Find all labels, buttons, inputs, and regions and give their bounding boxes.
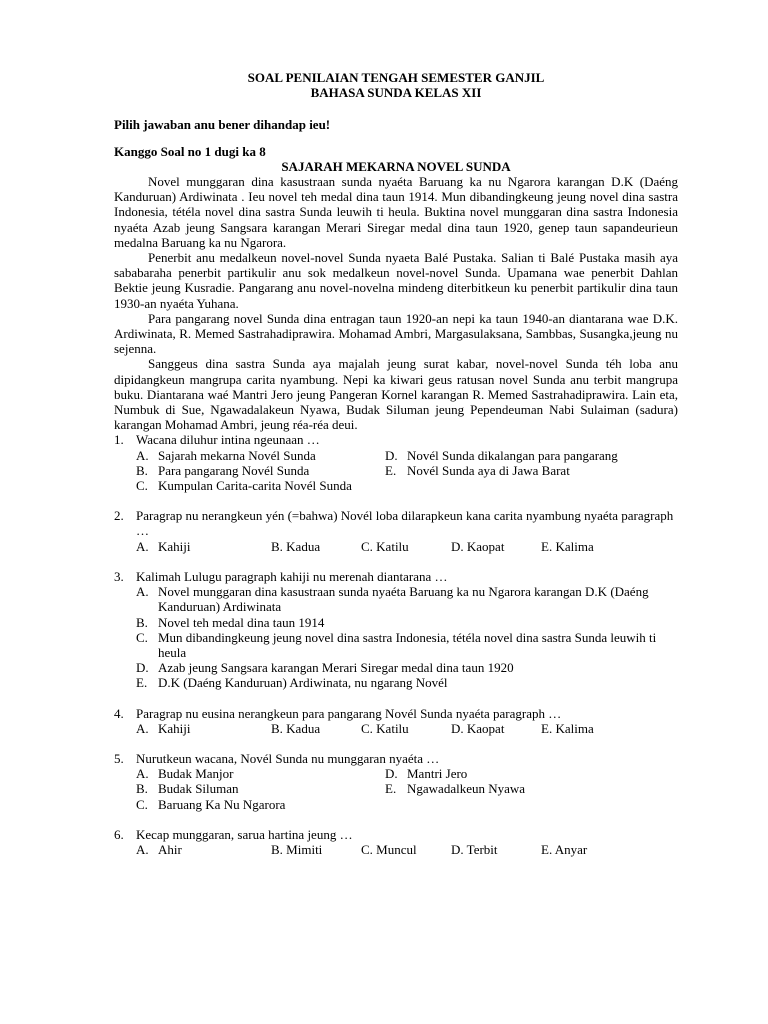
- option-letter: A.: [136, 841, 149, 857]
- option-letter: E.: [385, 781, 397, 797]
- options: [136, 448, 678, 494]
- option-letter: A.: [136, 447, 149, 463]
- option-letter: E.: [541, 841, 553, 857]
- option-e[interactable]: [385, 781, 525, 796]
- option-c[interactable]: [136, 478, 385, 493]
- question-6: [114, 827, 678, 857]
- option-letter: B.: [271, 538, 283, 554]
- option-letter: B.: [136, 614, 148, 630]
- option-text: Budak Manjor: [158, 766, 234, 782]
- reading-title: SAJARAH MEKARNA NOVEL SUNDA: [281, 158, 511, 174]
- option-a[interactable]: [136, 721, 271, 736]
- option-a[interactable]: [136, 584, 678, 614]
- question-number: 5.: [114, 750, 124, 766]
- option-c[interactable]: [136, 797, 385, 812]
- option-letter: E.: [385, 462, 397, 478]
- option-d[interactable]: [451, 539, 541, 554]
- option-b[interactable]: [271, 842, 361, 857]
- exam-page: [114, 70, 678, 857]
- option-text: Novel teh medal dina taun 1914: [158, 614, 325, 630]
- option-text: Kalima: [555, 720, 594, 736]
- options: [136, 766, 678, 812]
- option-d[interactable]: [385, 448, 618, 463]
- option-text: Terbit: [466, 841, 498, 857]
- option-letter: B.: [271, 841, 283, 857]
- option-e[interactable]: [541, 721, 631, 736]
- option-text: Kaopat: [466, 720, 505, 736]
- option-text: Budak Siluman: [158, 781, 239, 797]
- option-letter: D.: [451, 538, 464, 554]
- option-text: Katilu: [376, 720, 409, 736]
- option-b[interactable]: [271, 721, 361, 736]
- option-e[interactable]: [541, 842, 631, 857]
- question-text: Kecap munggaran, sarua hartina jeung …: [136, 826, 353, 842]
- question-range-info: Kanggo Soal no 1 dugi ka 8: [114, 143, 266, 159]
- option-letter: C.: [136, 796, 148, 812]
- option-b[interactable]: [136, 781, 385, 796]
- option-e[interactable]: [541, 539, 631, 554]
- options: [136, 584, 678, 690]
- option-letter: D.: [385, 447, 398, 463]
- option-letter: E.: [541, 720, 553, 736]
- option-text: Sajarah mekarna Novél Sunda: [158, 447, 316, 463]
- option-letter: E.: [541, 538, 553, 554]
- option-letter: E.: [136, 675, 148, 691]
- option-d[interactable]: [385, 766, 525, 781]
- option-letter: A.: [136, 766, 149, 782]
- question-5: [114, 751, 678, 812]
- option-c[interactable]: [361, 721, 451, 736]
- paragraph-3: Para pangarang novel Sunda dina entragan taun 1920-an nepi ka taun 1940-an diantarana wae D.K. Ardiwinata, R. Memed Sastrahadiprawira. Mohamad Ambri, Margasulaksana, Sambbas, Susangka,jeung nu sejenna.: [114, 310, 678, 357]
- option-d[interactable]: [451, 721, 541, 736]
- options: [136, 721, 678, 736]
- option-text: Muncul: [376, 841, 417, 857]
- option-text: Kahiji: [158, 720, 191, 736]
- question-number: 6.: [114, 826, 124, 842]
- question-text: Wacana diluhur intina ngeunaan …: [136, 432, 320, 448]
- option-letter: D.: [451, 720, 464, 736]
- option-letter: C.: [136, 629, 148, 645]
- option-text: Novél Sunda dikalangan para pangarang: [407, 447, 618, 463]
- option-text: Katilu: [376, 538, 409, 554]
- question-text: Kalimah Lulugu paragraph kahiji nu merenah diantarana …: [136, 568, 448, 584]
- option-letter: C.: [136, 478, 148, 494]
- paragraph-1: Novel munggaran dina kasustraan sunda nyaéta Baruang ka nu Ngarora karangan D.K (Daéng Kanduruan) Ardiwinata . Ieu novel teh medal dina taun 1914. Mun dibandingkeung jeung novel dina sastra Indonesia, tétéla novel dina sastra Sunda leuwih ti heula. Buktina novel munggaran dina sastra Indonesia nyaéta Azab jeung Sangsara karangan Merari Siregar medal dina taun 1920, genep taun sapandeurieun medalna Baruang ka nu Ngarora.: [114, 174, 678, 250]
- question-text: Paragrap nu eusina nerangkeun para pangarang Novél Sunda nyaéta paragraph …: [136, 705, 562, 721]
- option-letter: D.: [136, 660, 149, 676]
- option-letter: B.: [271, 720, 283, 736]
- option-letter: D.: [451, 841, 464, 857]
- option-letter: B.: [136, 781, 148, 797]
- option-text: Kaopat: [466, 538, 505, 554]
- option-a[interactable]: [136, 539, 271, 554]
- options: [136, 842, 678, 857]
- question-number: 3.: [114, 568, 124, 584]
- option-b[interactable]: [136, 615, 678, 630]
- option-letter: A.: [136, 538, 149, 554]
- option-text: Novel munggaran dina kasustraan sunda nyaéta Baruang ka nu Ngarora karangan D.K (Daéng Kanduruan) Ardiwinata: [158, 584, 649, 615]
- question-text: Paragrap nu nerangkeun yén (=bahwa) Novél loba dilarapkeun kana carita nyambung nyaéta paragraph …: [136, 508, 674, 539]
- question-2: [114, 508, 678, 554]
- option-e[interactable]: [385, 463, 618, 478]
- instruction: Pilih jawaban anu bener dihandap ieu!: [114, 117, 331, 133]
- option-d[interactable]: [136, 660, 678, 675]
- question-number: 1.: [114, 432, 124, 448]
- question-1: [114, 432, 678, 493]
- option-text: Mimiti: [286, 841, 323, 857]
- paragraph-2: Penerbit anu medalkeun novel-novel Sunda nyaeta Balé Pustaka. Salian ti Balé Pustaka masih aya sababaraha penerbit partikulir anu sok medalkeun novel-novel Sunda. Upamana wae penerbit Dahlan Bektie jeung Kusradie. Pangarang anu novel-novelna mindeng diterbitkeun ku penerbit partikulir dina taun 1930-an nyaéta Yuhana.: [114, 250, 678, 311]
- option-e[interactable]: [136, 675, 678, 690]
- option-text: Kahiji: [158, 538, 191, 554]
- option-d[interactable]: [451, 842, 541, 857]
- question-number: 2.: [114, 508, 124, 524]
- exam-title: SOAL PENILAIAN TENGAH SEMESTER GANJIL: [247, 70, 545, 85]
- option-text: Kadua: [286, 538, 321, 554]
- question-text: Nurutkeun wacana, Novél Sunda nu munggaran nyaéta …: [136, 750, 440, 766]
- option-text: Novél Sunda aya di Jawa Barat: [407, 462, 570, 478]
- option-letter: B.: [136, 462, 148, 478]
- option-text: Para pangarang Novél Sunda: [158, 462, 310, 478]
- option-text: D.K (Daéng Kanduruan) Ardiwinata, nu ngarang Novél: [158, 675, 448, 691]
- question-list: [114, 432, 678, 857]
- option-letter: C.: [361, 720, 373, 736]
- option-c[interactable]: [361, 842, 451, 857]
- option-letter: A.: [136, 720, 149, 736]
- option-letter: C.: [361, 538, 373, 554]
- option-text: Kalima: [555, 538, 594, 554]
- option-text: Ahir: [158, 841, 182, 857]
- option-c[interactable]: [361, 539, 451, 554]
- option-b[interactable]: [271, 539, 361, 554]
- option-b[interactable]: [136, 463, 385, 478]
- option-text: Kadua: [286, 720, 321, 736]
- option-a[interactable]: [136, 448, 385, 463]
- option-c[interactable]: [136, 630, 678, 660]
- question-number: 4.: [114, 705, 124, 721]
- option-a[interactable]: [136, 766, 385, 781]
- option-text: Ngawadalkeun Nyawa: [407, 781, 526, 797]
- option-text: Baruang Ka Nu Ngarora: [158, 796, 286, 812]
- question-3: [114, 569, 678, 691]
- options: [136, 539, 678, 554]
- option-text: Mantri Jero: [407, 766, 468, 782]
- option-letter: D.: [385, 766, 398, 782]
- exam-subtitle: BAHASA SUNDA KELAS XII: [310, 85, 482, 101]
- paragraph-4: Sanggeus dina sastra Sunda aya majalah jeung surat kabar, novel-novel Sunda téh loba anu dipidangkeun mangrupa carita nyambung. Nepi ka kiwari geus ratusan novel Sunda anu terbit mangrupa buku. Diantarana waé Mantri Jero jeung Pangeran Kornel karangan R. Memed Sastrahadiprawira. Lain eta, Numbuk di Sue, Ngawadalakeun Nyawa, Budak Siluman jeung Pependeuman Nabi Sulaiman (sadura) karangan Mohamad Ambri, jeung réa-réa deui.: [114, 356, 678, 433]
- option-text: Anyar: [554, 841, 588, 857]
- option-text: Mun dibandingkeung jeung novel dina sastra Indonesia, tétéla novel dina sastra Sunda leuwih ti heula: [158, 629, 657, 660]
- option-text: Azab jeung Sangsara karangan Merari Siregar medal dina taun 1920: [158, 660, 514, 676]
- option-a[interactable]: [136, 842, 271, 857]
- option-letter: C.: [361, 841, 373, 857]
- option-text: Kumpulan Carita-carita Novél Sunda: [158, 478, 352, 494]
- reading-passage: [114, 174, 678, 432]
- option-letter: A.: [136, 584, 149, 600]
- question-4: [114, 706, 678, 736]
